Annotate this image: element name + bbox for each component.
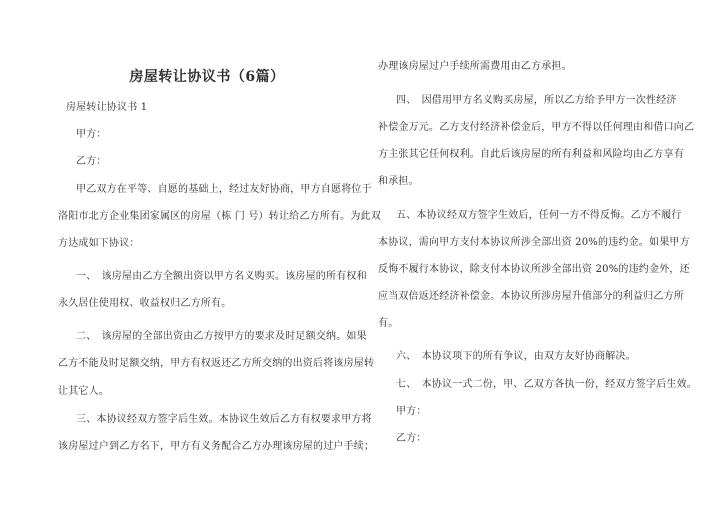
- right-line-6: 五、本协议经双方签字生效后，任何一方不得反悔。乙方不履行: [396, 210, 682, 221]
- right-line-10: 有。: [378, 318, 399, 329]
- left-line-11: 让其它人。: [58, 386, 109, 397]
- right-line-8: 反悔不履行本协议，除支付本协议所涉全部出资 20%的违约金外，还: [378, 264, 690, 275]
- right-line-12: 七、 本协议一式二份，甲、乙双方各执一份，经双方签字后生效。: [396, 379, 697, 390]
- right-line-7: 本协议，需向甲方支付本协议所涉全部出资 20%的违约金。如果甲方: [378, 237, 690, 248]
- left-line-4: 甲乙双方在平等、自愿的基础上，经过友好协商，甲方自愿将位于: [76, 184, 372, 195]
- left-line-13: 该房屋过户到乙方名下，甲方有义务配合乙方办理该房屋的过户手续；: [58, 441, 375, 452]
- left-line-1: 房屋转让协议书 1: [66, 102, 148, 113]
- left-line-8: 永久居住使用权、收益权归乙方所有。: [58, 298, 232, 309]
- right-line-4: 方主张其它任何权利。自此后该房屋的所有利益和风险均由乙方享有: [378, 149, 684, 160]
- right-line-3: 补偿金万元。乙方支付经济补偿金后，甲方不得以任何理由和借口向乙: [378, 122, 695, 133]
- left-line-6: 方达成如下协议：: [58, 238, 140, 249]
- left-line-2: 甲方：: [76, 129, 107, 140]
- right-line-2: 四、 因借用甲方名义购买房屋，所以乙方给予甲方一次性经济: [396, 95, 677, 106]
- left-line-7: 一、 该房屋由乙方全额出资以甲方名义购买。该房屋的所有权和: [76, 271, 367, 282]
- right-line-14: 乙方：: [396, 433, 427, 444]
- left-line-12: 三、本协议经双方签字后生效。本协议生效后乙方有权要求甲方将: [76, 414, 372, 425]
- right-line-11: 六、 本协议项下的所有争议，由双方友好协商解决。: [396, 351, 636, 362]
- left-line-9: 二、 该房屋的全部出资由乙方按甲方的要求及时足额交纳。如果: [76, 331, 367, 342]
- right-line-13: 甲方：: [396, 406, 427, 417]
- right-line-1: 办理该房屋过户手续所需费用由乙方承担。: [378, 61, 572, 72]
- right-line-9: 应当双倍返还经济补偿金。本协议所涉房屋升值部分的利益归乙方所: [378, 291, 684, 302]
- document-title: 房屋转让协议书（6篇）: [129, 69, 285, 85]
- left-line-10: 乙方不能及时足额交纳，甲方有权返还乙方所交纳的出资后将该房屋转: [58, 358, 375, 369]
- right-line-5: 和承担。: [378, 176, 419, 187]
- left-line-5: 洛阳市北方企业集团家属区的房屋（栋 门 号）转让给乙方所有。为此双: [58, 211, 381, 222]
- left-line-3: 乙方：: [76, 156, 107, 167]
